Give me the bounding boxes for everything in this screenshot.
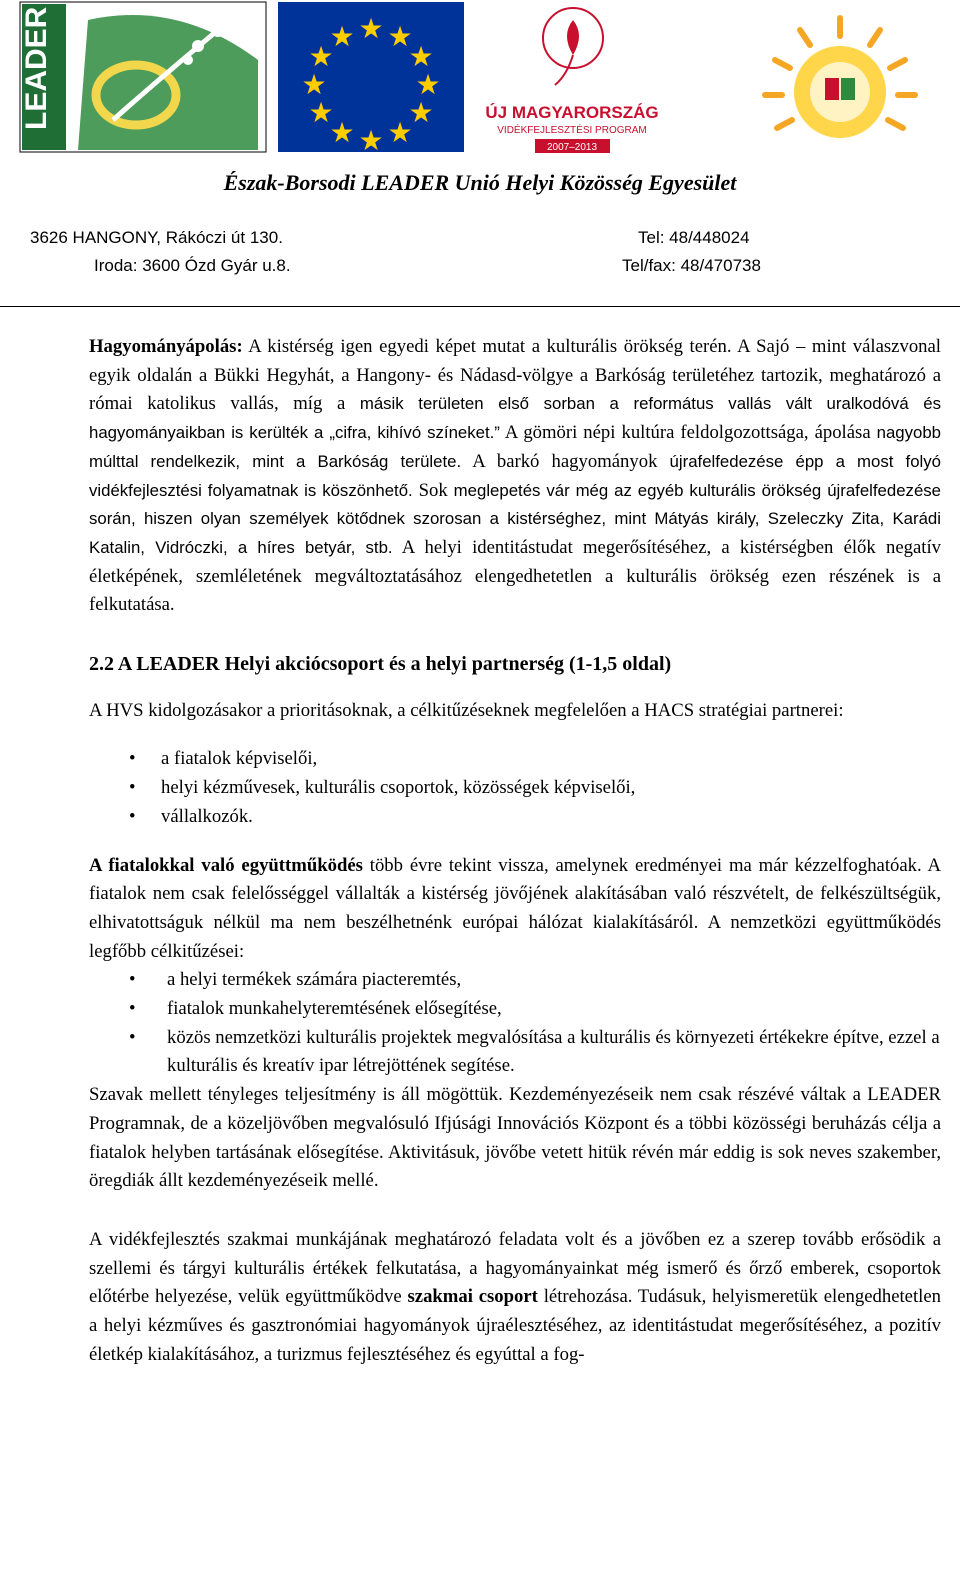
youth-bold-label: A fiatalokkal való együttműködés xyxy=(89,854,363,876)
list-item: • fiatalok munkahelyteremtésének elősegítése, xyxy=(89,995,941,1024)
leader-logo-text: LEADER xyxy=(20,6,53,130)
svg-text:★: ★ xyxy=(329,116,355,149)
heritage-text-5: A barkó hagyományok xyxy=(461,450,670,472)
svg-text:★: ★ xyxy=(415,68,441,101)
svg-text:★: ★ xyxy=(358,124,384,155)
heritage-text-1: A kistérség igen egyedi képet mutat a kulturális örökség terén. A Sajó – mint válaszvonal egyik oldalán a Bükki Hegyhát, a Hangony- és Nádasd-völgye a Barkóság területéhez tartozik, meghatározó a római katolikus vallás, míg a xyxy=(89,336,941,415)
svg-text:★: ★ xyxy=(308,40,334,73)
svg-text:★: ★ xyxy=(387,20,413,53)
fax-number: Tel/fax: 48/470738 xyxy=(622,256,761,275)
heritage-text-9: A helyi identitástudat megerősítéséhez, a kistérségben élők negatív életképének, szemléletének megváltoztatásához elengedhetetlen a kulturális örökség ezen részének is a felkutatása. xyxy=(89,536,941,616)
goals-list xyxy=(89,966,941,1081)
svg-text:★: ★ xyxy=(308,96,334,129)
umvp-subtitle: VIDÉKFEJLESZTÉSI PROGRAM xyxy=(497,125,647,136)
list-item: • helyi kézművesek, kulturális csoportok, közösségek képviselői, xyxy=(89,774,941,803)
address-line-1: 3626 HANGONY, Rákóczi út 130. xyxy=(30,228,283,247)
paragraph-achievements: Szavak mellett tényleges teljesítmény is áll mögöttük. Kezdeményezéseik nem csak részévé váltak a LEADER Programnak, de a közeljövőben megvalósuló Ifjúsági Innovációs Központ és a többi közösségi beruházás célja a fiatalok helyben tartásának elősegítése. Aktivitásuk, jövőbe vetett hitük révén már eddig is sok neves szakember, öregdiák állt kezdeményezéseik mellé. xyxy=(89,1084,941,1192)
list-item: • vállalkozók. xyxy=(89,803,941,832)
partners-list xyxy=(89,745,941,831)
umvp-title: ÚJ MAGYARORSZÁG xyxy=(485,103,659,122)
heritage-text-8: meglepetés vár még az egyéb kulturális örökség újrafelfedezése során, hiszen olyan személyek kötődnek szorosan a kistérséghez, mint Mátyás király, Szeleczky Zita, Karádi Katalin, Vidróczki, a híres betyár, stb. xyxy=(89,480,942,557)
paragraph-youth xyxy=(89,852,941,967)
svg-text:★: ★ xyxy=(408,96,434,129)
header-divider xyxy=(0,306,960,307)
list-item: • a fiatalok képviselői, xyxy=(89,745,941,774)
youth-text: több évre tekint vissza, amelynek eredményei ma már kézzelfoghatóak. A fiatalok nem csak felelősséggel vállalták a kistérség jövőjének alakításában való részvételt, de felkészültségük, elhivatottságuk nélkül ma nem beszélhetnénk európai hálózat kialakításáról. A nemzetközi együttműködés legfőbb célkitűzései: xyxy=(89,854,941,962)
heritage-text-3: A gömöri népi kultúra feldolgozottsága, ápolása xyxy=(499,422,877,444)
svg-text:★: ★ xyxy=(387,116,413,149)
heritage-text-6: újrafelfedezése épp a most folyó vidékfejlesztési folyamatnak is köszönhető. xyxy=(89,451,941,500)
eblu-sun-logo xyxy=(740,0,940,155)
svg-text:★: ★ xyxy=(358,12,384,45)
phone-number: Tel: 48/448024 xyxy=(638,228,750,247)
umvp-years: 2007–2013 xyxy=(546,142,598,153)
leader-logo xyxy=(18,0,268,155)
professional-bold: szakmai csoport xyxy=(407,1286,538,1308)
professional-text-1: A vidékfejlesztés szakmai munkájának meghatározó feladata volt és a jövőben ez a szerep tovább erősödik a szellemi és tárgyi kulturális értékek felkutatása, a hagyományainkat még ismerő és őrző emberek, csoportok előtérbe helyezése, velük együttműködve xyxy=(89,1228,941,1308)
section-heading: 2.2 A LEADER Helyi akciócsoport és a helyi partnerség (1-1,5 oldal) xyxy=(89,653,672,676)
svg-text:★: ★ xyxy=(329,20,355,53)
eu-flag-logo xyxy=(278,0,464,155)
svg-text:★: ★ xyxy=(408,40,434,73)
logo-bar xyxy=(0,0,960,160)
list-item: • közös nemzetközi kulturális projektek megvalósítása a kulturális és környezeti értékekre építve, ezzel a kulturális és kreatív ipar létrejöttének segítése. xyxy=(89,1024,941,1081)
address-line-2: Iroda: 3600 Ózd Gyár u.8. xyxy=(94,256,291,275)
heritage-bold-label: Hagyományápolás: xyxy=(89,336,243,357)
heritage-text-4: nagyobb múlttal rendelkezik, mint a Barkóság területe. xyxy=(89,423,941,471)
professional-text-2: létrehozása. Tudásuk, helyismeretük elengedhetetlen a helyi kézműves és gasztronómiai hagyományok újraélesztéséhez, az identitástudat megerősítéséhez, a pozitív életkép kialakításához, a turizmus fejlesztéséhez és egyúttal a fog- xyxy=(89,1286,941,1365)
paragraph-heritage xyxy=(89,333,941,620)
organization-title: Észak-Borsodi LEADER Unió Helyi Közösség Egyesület xyxy=(223,170,737,195)
paragraph-partners: A HVS kidolgozásakor a prioritásoknak, a célkitűzéseknek megfelelően a HACS stratégiai partnerei: xyxy=(89,699,844,721)
svg-text:★: ★ xyxy=(301,68,327,101)
umvp-logo xyxy=(475,0,670,155)
document-body xyxy=(89,333,941,1370)
heritage-text-2: másik területen első sorban a református vallás vált uralkodóvá és hagyományaikban is kerülték a „cifra, kihívó színeket.” xyxy=(89,394,941,443)
heritage-text-7: Sok xyxy=(412,479,454,501)
list-item: • a helyi termékek számára piacteremtés, xyxy=(89,966,941,995)
paragraph-professional-group xyxy=(89,1226,941,1370)
